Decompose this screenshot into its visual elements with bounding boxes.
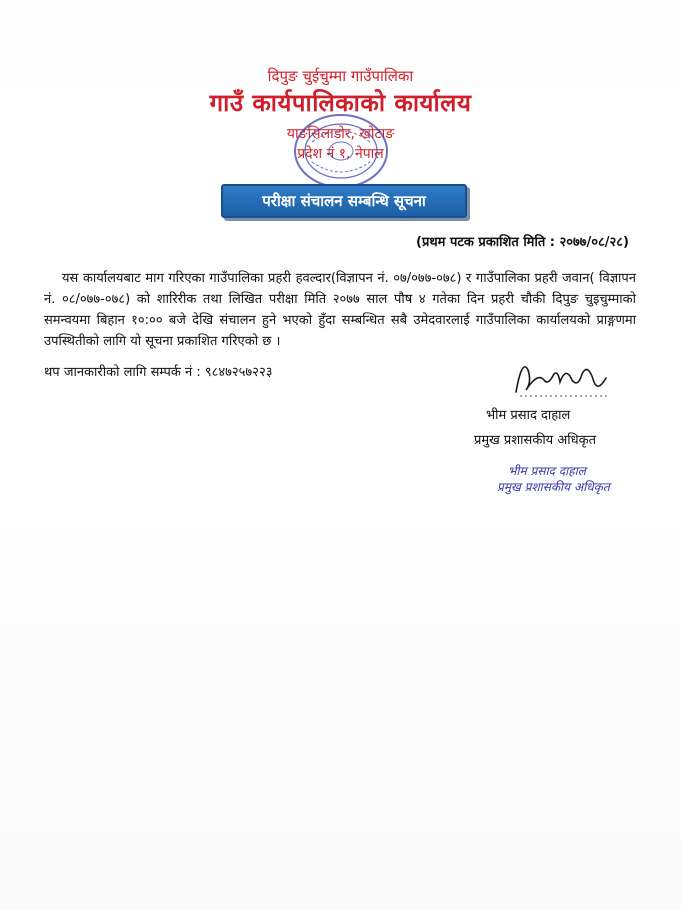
office-seal-stamp <box>292 112 390 190</box>
office-address: याङसिलाडोर, खोटाङ <box>286 126 395 142</box>
signatory-name: भीम प्रसाद दाहाल <box>486 408 571 423</box>
handwritten-signature <box>508 352 616 404</box>
contact-info: थप जानकारीको लागि सम्पर्क नं : ९८४७२५७२२३ <box>44 365 273 380</box>
publication-date: (प्रथम पटक प्रकाशित मिति : २०७७/०८/२८) <box>416 235 629 250</box>
signatory-title: प्रमुख प्रशासकीय अधिकृत <box>474 433 597 448</box>
office-province: प्रदेश नं १, नेपाल <box>297 146 384 162</box>
office-name: गाउँ कार्यपालिकाको कार्यालय <box>209 89 472 117</box>
stamp-signatory-name: भीम प्रसाद दाहाल <box>508 464 586 478</box>
stamp-signatory-title: प्रमुख प्रशासकीय अधिकृत <box>497 480 610 494</box>
notice-body: यस कार्यालयबाट माग गरिएका गाउँपालिका प्रहरी हवल्दार(विज्ञापन नं. ०७/०७७-०७८) र गाउँपालिका प्रहरी जवान( विज्ञापन नं. ०८/०७७-०७८) को शारिरीक तथा लिखित परीक्षा मिति २०७७ साल पौष ४ गतेका दिन प्रहरी चौकी दिपुङ चुइचुम्माको समन्वयमा बिहान १०:०० बजे देखि संचालन हुने भएको हुँदा सम्बन्धित सबै उमेदवारलाई गाउँपालिका कार्यालयको प्राङ्गणमा उपस्थितीको लागि यो सूचना प्रकाशित गरिएको छ । <box>44 271 636 349</box>
municipality-name: दिपुङ चुईचुम्मा गाउँपालिका <box>267 67 414 85</box>
notice-title-banner: परीक्षा संचालन सम्बन्धि सूचना <box>221 184 467 218</box>
